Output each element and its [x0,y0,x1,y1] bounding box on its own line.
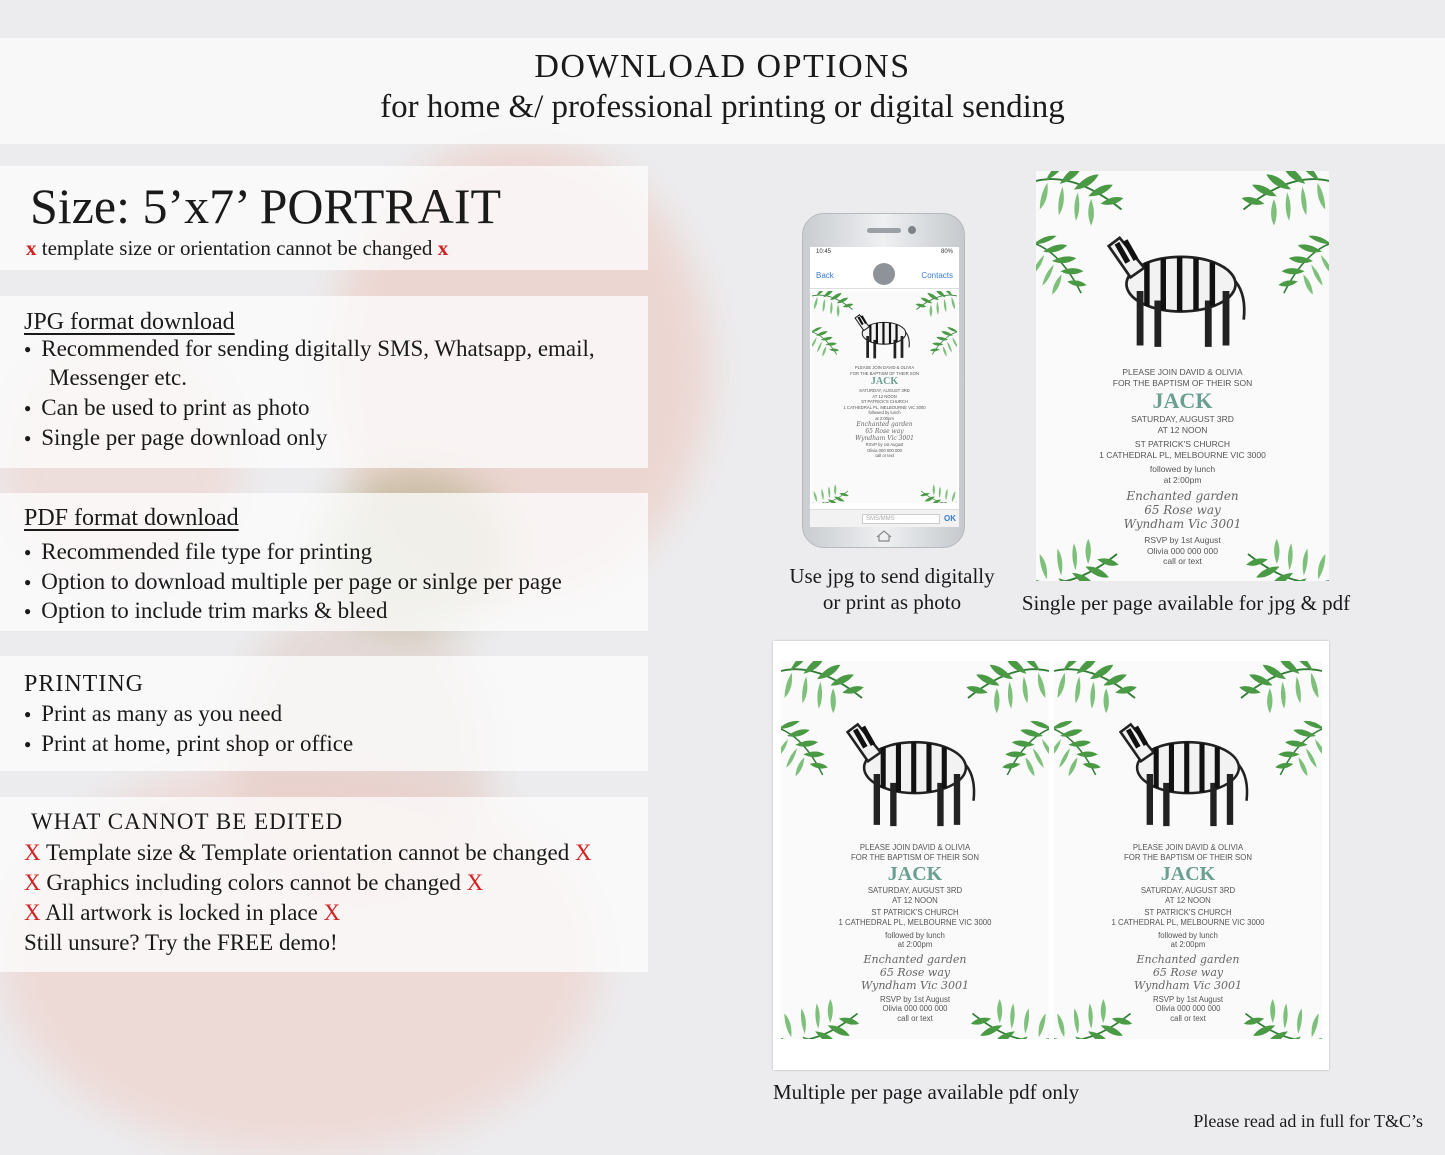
x-mark-icon: x [437,236,449,260]
zebra-illustration [1106,221,1256,361]
phone-mockup [802,213,965,548]
size-panel [0,166,648,270]
back-button[interactable]: Back [816,271,834,280]
message-input[interactable]: SMS/MMS [862,514,940,524]
status-bar [810,247,959,259]
header-banner [0,38,1445,144]
contacts-button[interactable]: Contacts [921,271,953,280]
printing-heading: PRINTING [24,671,144,697]
x-mark-icon: X [574,840,592,865]
x-mark-icon: X [24,900,41,925]
list-item-continuation: Messenger etc. [49,365,187,390]
x-mark-icon: x [26,236,37,260]
jpg-heading: JPG format download [24,309,235,335]
size-title: Size: 5’x7’ PORTRAIT [30,178,502,234]
list-item: ● Option to include trim marks & bleed [24,596,387,629]
phone-screen [810,247,959,527]
message-input-bar [810,509,959,527]
invitation-text: PLEASE JOIN DAVID & OLIVIA FOR THE BAPTISM OF THEIR SON JACK SATURDAY, AUGUST 3RD AT 12 NOON ST PATRICK'S CHURCH 1 CATHEDRAL PL, MELBOURNE VIC 3000 followed by lunch at 2:00pm Enchanted garden 65 Rose way Wyndham Vic 3001 RSVP by 1st August Olivia 000 000 000 call or text [838,843,992,1023]
list-item: ● Recommended for sending digitally SMS, Whatsapp, email, [24,334,595,367]
phone-speaker [867,228,901,233]
home-icon[interactable] [875,530,893,542]
jpg-panel [0,296,648,468]
sheet-invitation-card [1054,661,1322,1039]
sheet-invitation-card [781,661,1049,1039]
pdf-panel [0,493,648,631]
invitation-text: PLEASE JOIN DAVID & OLIVIA FOR THE BAPTISM OF THEIR SON JACK SATURDAY, AUGUST 3RD AT 12 NOON ST PATRICK'S CHURCH 1 CATHEDRAL PL, MELBOURNE VIC 3000 followed by lunch at 2:00pm Enchanted garden 65 Rose way Wyndham Vic 3001 RSVP by 1st August Olivia 000 000 000 call or text [843,365,926,458]
x-mark-icon: X [24,870,41,895]
list-item: ● Single per page download only [24,423,327,456]
status-battery: 80% [940,249,953,255]
invitation-text: PLEASE JOIN DAVID & OLIVIA FOR THE BAPTISM OF THEIR SON JACK SATURDAY, AUGUST 3RD AT 12 NOON ST PATRICK'S CHURCH 1 CATHEDRAL PL, MELBOURNE VIC 3000 followed by lunch at 2:00pm Enchanted garden 65 Rose way Wyndham Vic 3001 RSVP by 1st August Olivia 000 000 000 call or text [1111,843,1265,1023]
avatar [873,263,895,285]
zebra-illustration [1118,709,1258,839]
x-mark-icon: X [24,840,41,865]
page-title: DOWNLOAD OPTIONS [534,48,911,85]
list-item: ● Print at home, print shop or office [24,729,353,762]
leaf-decoration [781,939,1049,1039]
leaf-decoration [812,453,957,503]
single-invitation-card [1036,171,1329,581]
page-subtitle: for home &/ professional printing or digital sending [380,89,1065,125]
pdf-heading: PDF format download [24,505,239,531]
phone-invitation-card [812,291,957,503]
x-mark-icon: X [323,900,341,925]
size-note-text: template size or orientation cannot be changed [41,236,433,260]
message-nav-bar [810,259,959,289]
phone-caption: Use jpg to send digitally or print as photo [789,564,995,614]
send-button[interactable]: OK [944,514,956,523]
printing-panel [0,656,648,771]
restriction-line: X Graphics including colors cannot be changed X [24,870,484,895]
x-mark-icon: X [466,870,484,895]
cannot-edit-panel [0,797,648,972]
cannot-edit-heading: WHAT CANNOT BE EDITED [31,809,344,834]
list-item: ● Print as many as you need [24,699,282,732]
zebra-illustration [845,709,985,839]
leaf-decoration [1036,471,1329,581]
leaf-decoration [1054,939,1322,1039]
size-note [26,233,448,263]
list-item: ● Can be used to print as photo [24,393,310,426]
multiple-caption: Multiple per page available pdf only [773,1080,1080,1104]
restriction-line: X Template size & Template orientation cannot be changed X [24,840,592,865]
terms-note: Please read ad in full for T&C’s [1193,1111,1423,1131]
restriction-line: X All artwork is locked in place X [24,900,341,925]
list-item: ● Recommended file type for printing [24,537,372,570]
zebra-illustration [854,311,914,361]
demo-prompt: Still unsure? Try the FREE demo! [24,930,338,955]
list-item: ● Option to download multiple per page or sinlge per page [24,567,562,600]
single-caption: Single per page available for jpg & pdf [1021,591,1351,615]
invitation-text: PLEASE JOIN DAVID & OLIVIA FOR THE BAPTISM OF THEIR SON JACK SATURDAY, AUGUST 3RD AT 12 NOON ST PATRICK'S CHURCH 1 CATHEDRAL PL, MELBOURNE VIC 3000 followed by lunch at 2:00pm Enchanted garden 65 Rose way Wyndham Vic 3001 RSVP by 1st August Olivia 000 000 000 call or text [1099,367,1266,566]
multiple-per-page-sheet [773,641,1329,1070]
status-time: 10:45 [816,249,832,255]
phone-camera [908,226,916,234]
